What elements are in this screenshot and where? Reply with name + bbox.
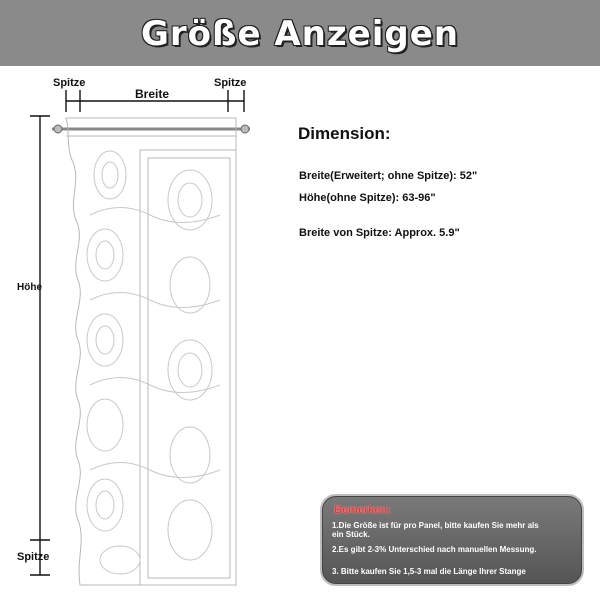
page-title: Größe Anzeigen xyxy=(140,14,459,54)
curtain-rod xyxy=(52,125,250,133)
height-dimension-lines xyxy=(30,116,50,575)
note-item: 2.Es gibt 2-3% Unterschied nach manuellen Messung. xyxy=(332,545,537,554)
notes-title: Bemerken: xyxy=(334,504,391,516)
lace-label-top-right: Spitze xyxy=(214,77,247,89)
height-spec: Höhe(ohne Spitze): 63-96" xyxy=(299,192,436,204)
lace-label-top-left: Spitze xyxy=(53,77,86,89)
width-spec: Breite(Erweitert; ohne Spitze): 52" xyxy=(299,170,478,182)
notes-panel xyxy=(320,494,584,586)
dimension-heading: Dimension: xyxy=(298,124,391,143)
lace-pattern xyxy=(87,151,220,574)
lace-width-spec: Breite von Spitze: Approx. 5.9" xyxy=(299,227,460,239)
lace-label-bottom: Spitze xyxy=(17,551,50,563)
note-item: 3. Bitte kaufen Sie 1,5-3 mal die Länge Ihrer Stange xyxy=(332,567,526,576)
note-item: 1.Die Größe ist für pro Panel, bitte kaufen Sie mehr als ein Stück. xyxy=(332,521,539,539)
width-label: Breite xyxy=(135,87,170,101)
height-label: Höhe xyxy=(17,282,42,293)
